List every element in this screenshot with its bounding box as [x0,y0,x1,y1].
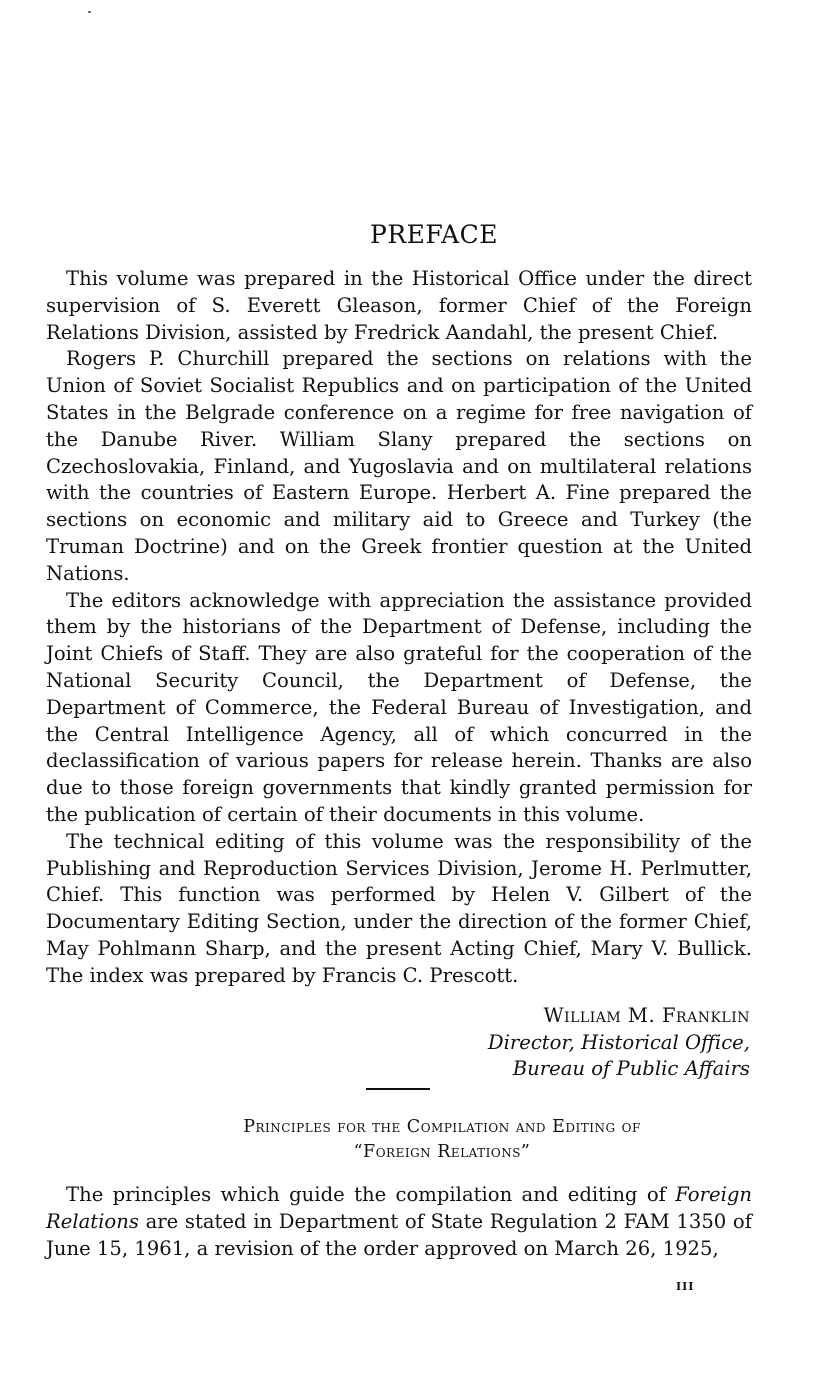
principles-text-start: The principles which guide the compilation and editing of [66,1183,676,1206]
paragraph-3: The editors acknowledge with appreciation the assistance provided them by the historians of the Department of Defense, including the Joint Chiefs of Staff. They are also grateful for the cooperation of the National Security Council, the Department of Defense, the Department of Commerce, the Federal Bureau of Investigation, and the Central Intelligence Agency, all of which concurred in the declassification of various papers for release herein. Thanks are also due to those foreign governments that kindly granted permission for the publication of certain of their documents in this volume. [46,588,752,826]
principles-heading-line-1: Principles for the Compilation and Editing of [243,1117,641,1137]
signatory-name: William M. Franklin [543,1004,750,1027]
paragraph-2: Rogers P. Churchill prepared the sections on relations with the Union of Soviet Socialist Republics and on participation of the United States in the Belgrade conference on a regime for free navigation of the Danube River. William Slany prepared the sections on Czechoslovakia, Finland, and Yugoslavia and on multilateral relations with the countries of Eastern Europe. Herbert A. Fine prepared the sections on economic and military aid to Greece and Turkey (the Truman Doctrine) and on the Greek frontier question at the United Nations. [46,347,752,585]
principles-text-end: are stated in Department of State Regulation 2 FAM 1350 of June 15, 1961, a revision of the order approved on March 26, 1925, [46,1209,752,1260]
principles-paragraph [46,1182,752,1262]
paragraph-1: This volume was prepared in the Historical Office under the direct supervision of S. Everett Gleason, former Chief of the Foreign Relations Division, assisted by Fredrick Aandahl, the present Chief. [46,267,752,344]
section-divider [366,1088,430,1090]
signatory-title: Director, Historical Office, [487,1030,750,1054]
paragraph-4: The technical editing of this volume was the responsibility of the Publishing and Reproduction Services Division, Jerome H. Perlmutter, Chief. This function was performed by Helen V. Gilbert of the Documentary Editing Section, under the direction of the former Chief, May Pohlmann Sharp, and the present Acting Chief, Mary V. Bullick. The index was prepared by Francis C. Prescott. [46,829,752,987]
principles-heading [0,1115,838,1165]
publication-title: Foreign Relations [46,1183,752,1233]
preface-body [46,266,752,990]
principles-body [46,1182,752,1262]
scan-speck [88,11,91,13]
signature-block [488,1003,750,1083]
principles-heading-line-2: “Foreign Relations” [353,1142,531,1162]
signatory-bureau: Bureau of Public Affairs [512,1057,750,1080]
page-number: iii [676,1275,695,1294]
page-title: PREFACE [370,220,498,249]
